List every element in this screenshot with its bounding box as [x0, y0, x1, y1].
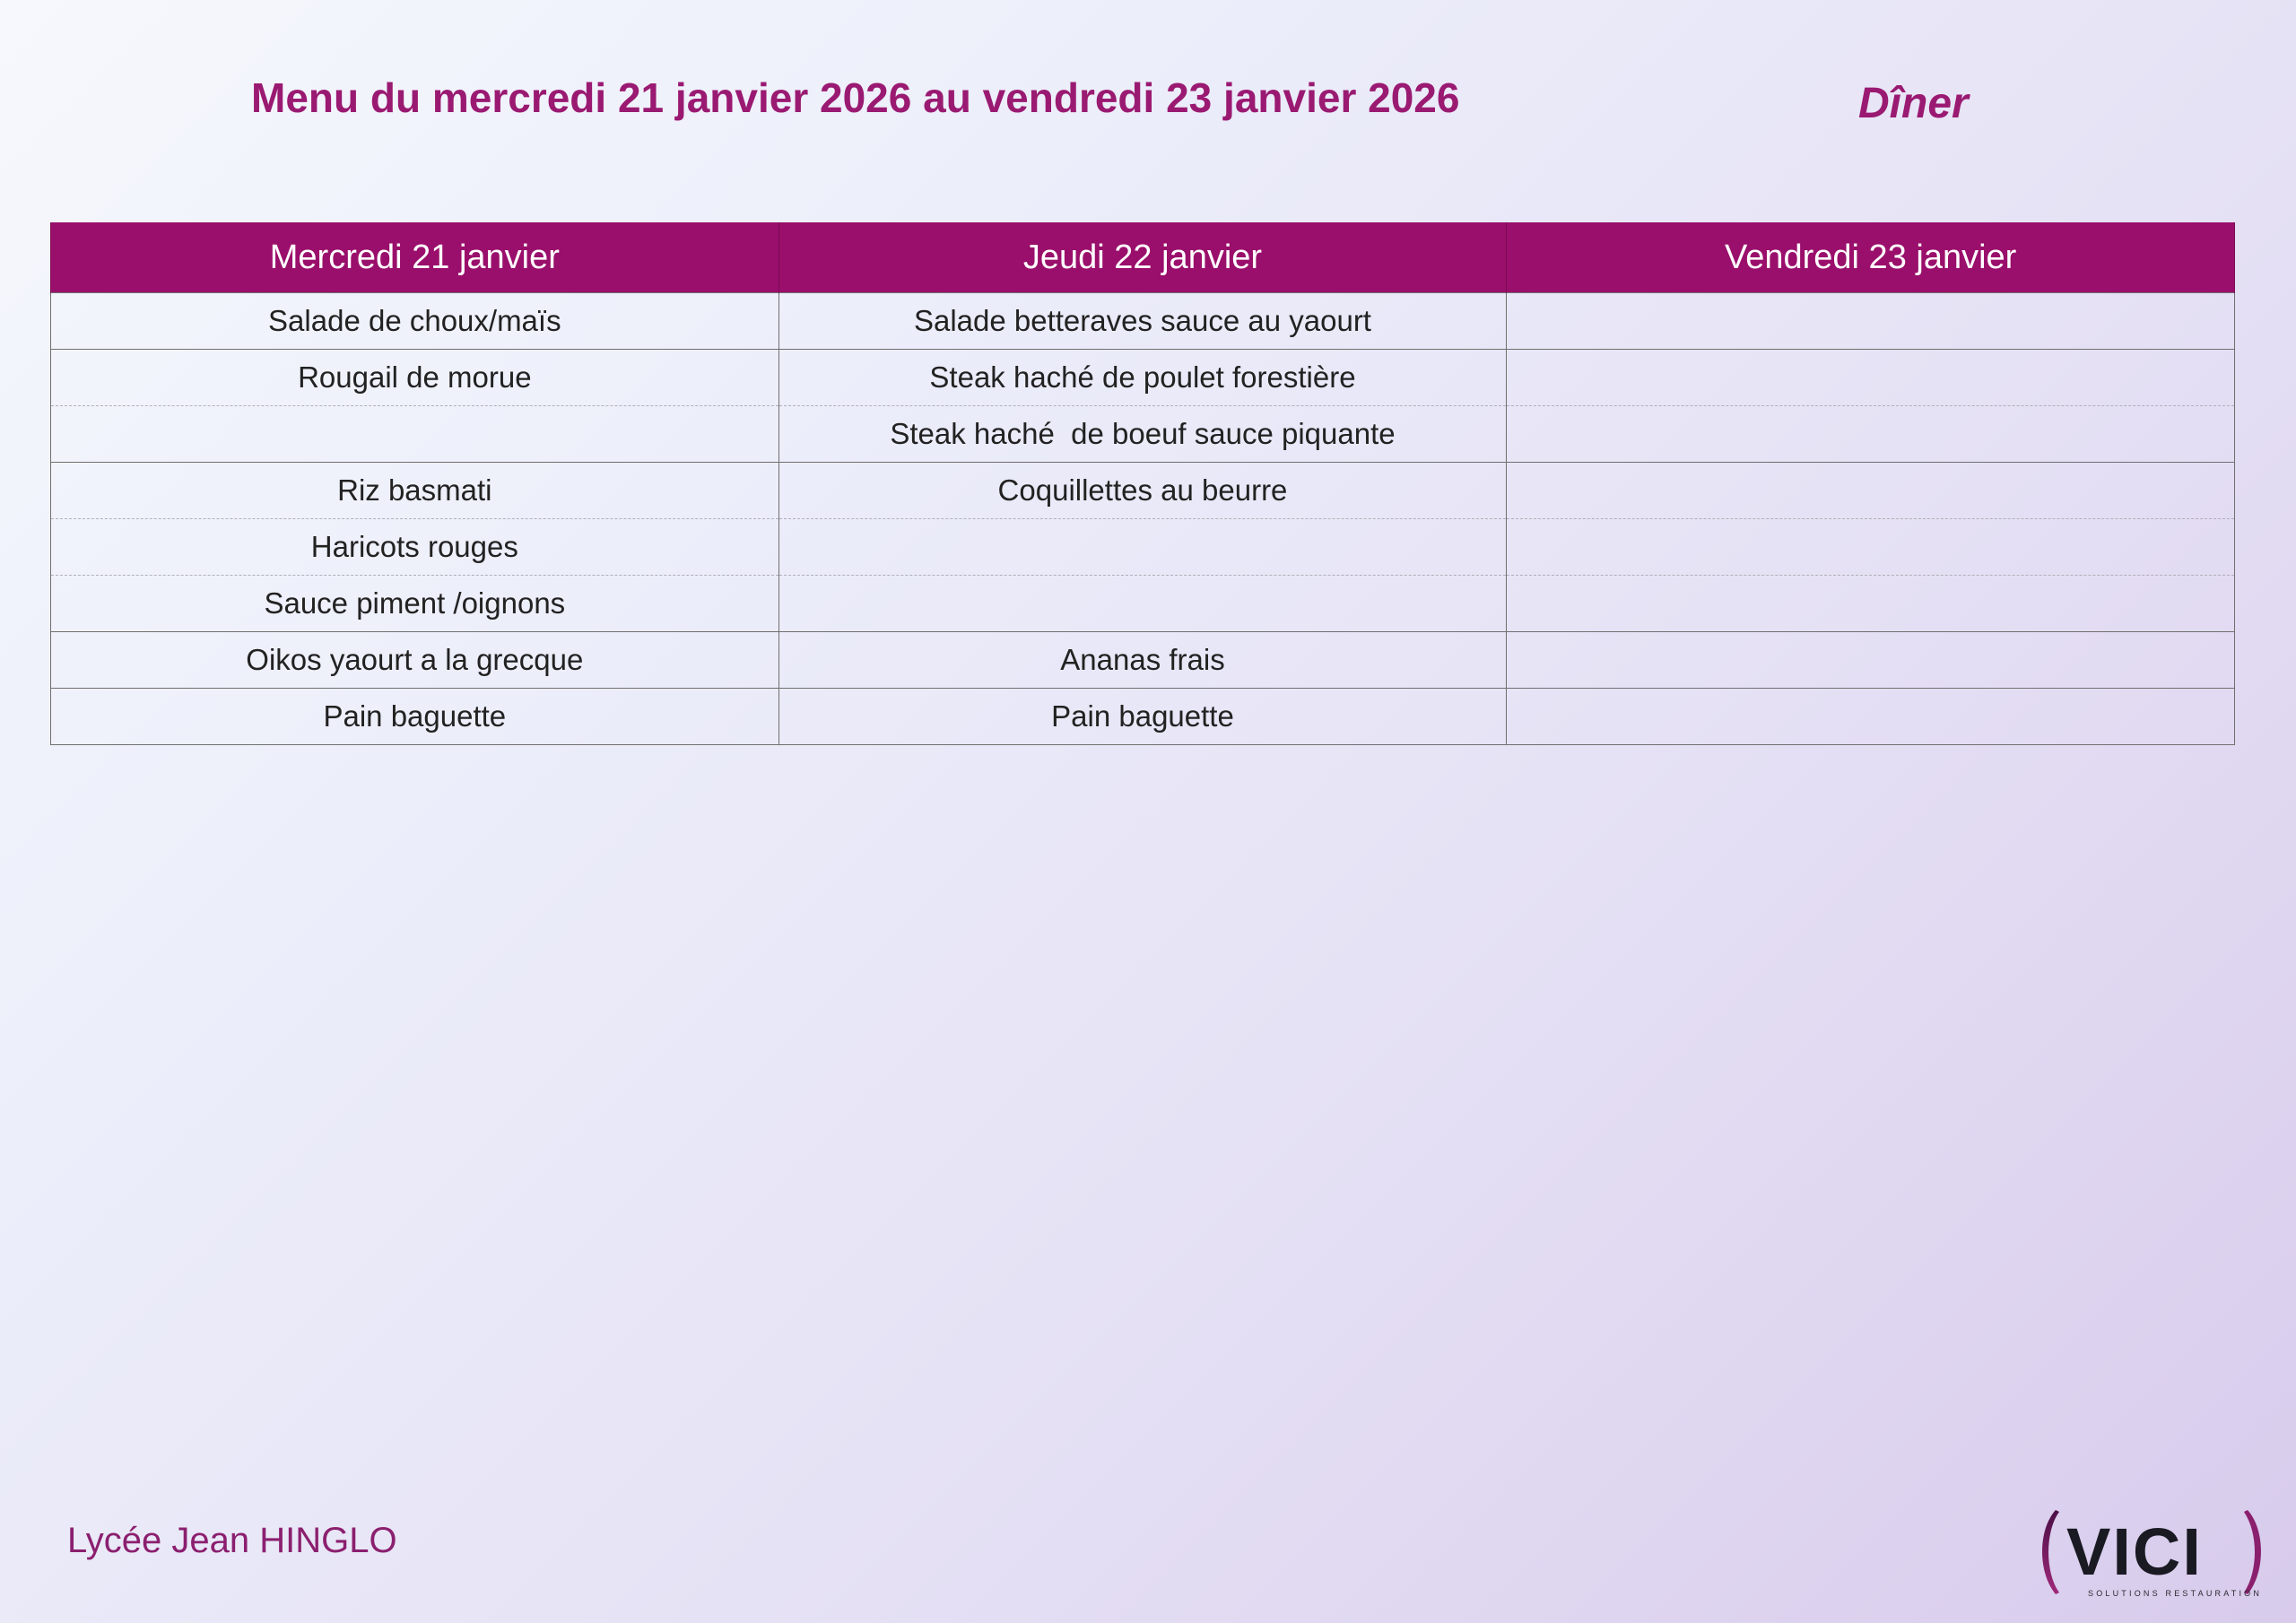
table-cell: Riz basmati [51, 463, 779, 519]
logo-right-arc [2244, 1510, 2261, 1594]
vici-logo [2036, 1503, 2269, 1601]
table-cell: Pain baguette [51, 689, 779, 745]
table-row-main-1 [51, 350, 2235, 406]
table-cell [1507, 576, 2235, 632]
table-cell [1507, 406, 2235, 463]
table-row-dessert [51, 632, 2235, 689]
table-cell [51, 406, 779, 463]
table-row-side-2 [51, 519, 2235, 576]
table-cell: Steak haché de poulet forestière [778, 350, 1507, 406]
page-title: Menu du mercredi 21 janvier 2026 au vendredi 23 janvier 2026 [251, 74, 1460, 121]
table-cell: Rougail de morue [51, 350, 779, 406]
column-header-wednesday: Mercredi 21 janvier [51, 222, 779, 293]
table-cell: Salade de choux/maïs [51, 293, 779, 350]
table-cell [1507, 463, 2235, 519]
table-cell [1507, 519, 2235, 576]
table-row-main-2 [51, 406, 2235, 463]
table-row-side-1 [51, 463, 2235, 519]
table-cell [1507, 632, 2235, 689]
logo-left-arc [2042, 1510, 2059, 1594]
meal-label: Dîner [1858, 80, 1969, 127]
table-cell: Sauce piment /oignons [51, 576, 779, 632]
table-cell: Salade betteraves sauce au yaourt [778, 293, 1507, 350]
table-cell [1507, 293, 2235, 350]
table-cell: Ananas frais [778, 632, 1507, 689]
table-header-row [51, 222, 2235, 293]
table-cell: Coquillettes au beurre [778, 463, 1507, 519]
table-row-side-3 [51, 576, 2235, 632]
menu-table [50, 222, 2235, 745]
school-name: Lycée Jean HINGLO [67, 1521, 397, 1560]
table-cell [778, 576, 1507, 632]
logo-wordmark: VICI [2066, 1515, 2203, 1589]
table-row-starter [51, 293, 2235, 350]
logo-tagline: SOLUTIONS RESTAURATION [2088, 1589, 2263, 1598]
table-row-bread [51, 689, 2235, 745]
table-cell: Pain baguette [778, 689, 1507, 745]
table-cell [1507, 350, 2235, 406]
table-cell: Steak haché de boeuf sauce piquante [778, 406, 1507, 463]
column-header-thursday: Jeudi 22 janvier [778, 222, 1507, 293]
column-header-friday: Vendredi 23 janvier [1507, 222, 2235, 293]
table-cell: Oikos yaourt a la grecque [51, 632, 779, 689]
table-cell: Haricots rouges [51, 519, 779, 576]
table-cell [1507, 689, 2235, 745]
table-cell [778, 519, 1507, 576]
